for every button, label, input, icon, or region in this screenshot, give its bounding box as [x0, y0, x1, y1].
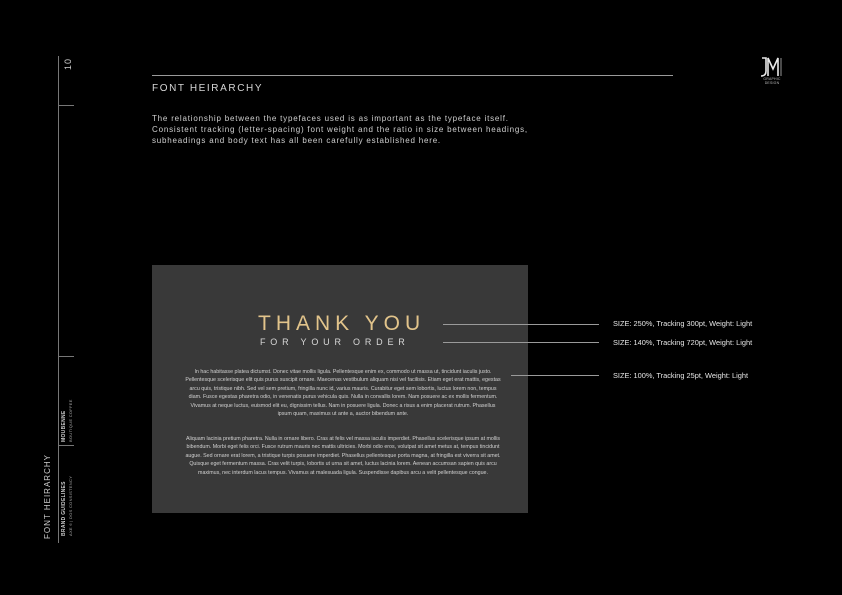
sidebar-rule	[58, 56, 59, 543]
sidebar-tick-middle	[58, 356, 74, 357]
intro-line: The relationship between the typefaces used is as important as the typeface itself.	[152, 114, 509, 123]
sidebar-guide-sub: AXE 6 | DOS CONSISTENCY	[68, 475, 73, 536]
heading-spec-label: SIZE: 250%, Tracking 300pt, Weight: Light	[613, 319, 753, 328]
sample-heading: THANK YOU	[258, 312, 426, 335]
sidebar-brand-sub: BOUTIQUE COFFEE	[68, 399, 73, 442]
sidebar-guide-title: BRAND GUIDELINES	[61, 481, 67, 536]
page-number: 10	[63, 57, 73, 70]
jm-logo	[756, 55, 788, 83]
logo-caption: GRAPHIC DESIGN	[763, 77, 781, 85]
page-title: FONT HEIRARCHY	[152, 83, 264, 94]
intro-line: subheadings and body text has all been carefully established here.	[152, 136, 441, 145]
intro-paragraph	[152, 113, 552, 146]
sample-body-paragraph-2: Aliquam lacinia pretium pharetra. Nulla in ornare libero. Cras at felis vel massa iaculis imperdiet. Phasellus scelerisque ipsum at mollis bibendum. Morbi eget felis orci. Fusce rutrum mauris nec mattis ultricies. Morbi odio eros, volutpat sit amet metus at, tempus tincidunt augue. Sed ornare erat lorem, a tristique turpis posuere imperdiet. Phasellus pellentesque porta magna, at fringilla est viverra sit amet. Quisque eget fermentum massa. Cras velit turpis, lobortis ut urna sit amet, luctus lacinia lorem. Aenean accumsan sapien quis arcu maximus, nec interdum lacus tempus. Vivamus at malesuada ligula. Suspendisse dapibus arcu a velit pellentesque congue.	[185, 436, 501, 476]
heading-connector-line	[443, 324, 599, 325]
sidebar-brand-name: MOUBENNE	[61, 410, 67, 442]
sample-subheading: FOR YOUR ORDER	[260, 337, 410, 347]
header-rule	[152, 75, 673, 76]
sidebar-tick-lower	[58, 445, 74, 446]
sidebar-tick-top	[58, 105, 74, 106]
intro-line: Consistent tracking (letter-spacing) font weight and the ratio in size between headings,	[152, 125, 528, 134]
subheading-connector-line	[443, 342, 599, 343]
body-spec-label: SIZE: 100%, Tracking 25pt, Weight: Light	[613, 371, 749, 380]
sample-body-paragraph-1: In hac habitasse platea dictumst. Donec vitae mollis ligula. Pellentesque enim ex, commodo ut massa ut, tincidunt iaculis justo. Pellentesque scelerisque elit quis purus suscipit ornare. Maecenas vestibulum aliquam nisi vel facilisis. Etiam eget erat mattis, egestas arcu quis, tristique nibh. Sed vel sem pretium, fringilla nunc id, varius mauris. Curabitur eget sem lobortis, luctus lorem non, tempus diam. Fusce egestas pharetra odio, in venenatis purus vehicula quis. Nulla in convallis lorem. Nam posuere ac ex mollis fermentum. Vivamus at neque luctus, euismod elit eu, dignissim tellus. Nam in posuere ligula. Donec a risus a enim placerat rutrum. Phasellus ipsum quam, maximus ut ante a, auctor bibendum ante.	[185, 369, 501, 418]
body-connector-line	[511, 375, 599, 376]
subheading-spec-label: SIZE: 140%, Tracking 720pt, Weight: Light	[613, 338, 753, 347]
sidebar-section-title: FONT HEIRARCHY	[43, 454, 52, 539]
